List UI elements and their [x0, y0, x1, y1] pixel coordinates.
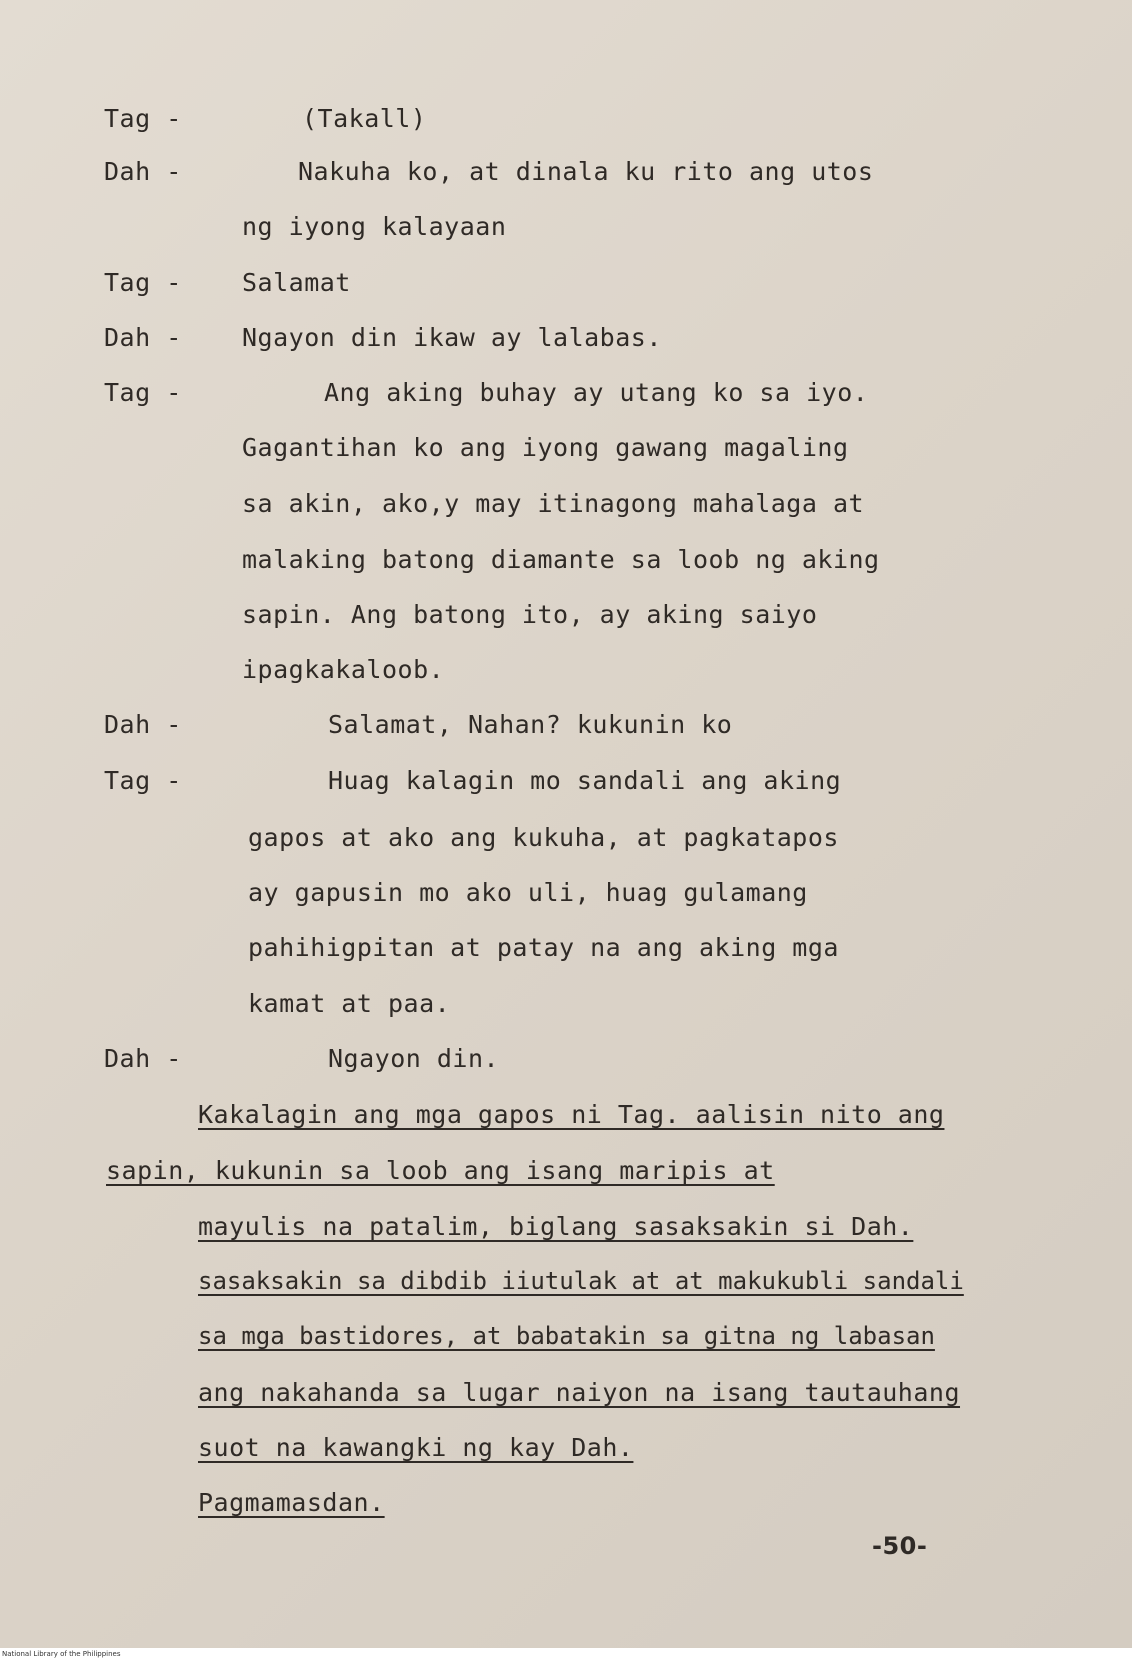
dialogue-line: malaking batong diamante sa loob ng aking [242, 545, 880, 574]
dialogue-line: Huag kalagin mo sandali ang aking [328, 766, 842, 795]
speaker-label: Tag - [104, 104, 182, 133]
dialogue-line: Ngayon din ikaw ay lalabas. [242, 323, 662, 352]
stage-direction: suot na kawangki ng kay Dah. [198, 1433, 634, 1462]
speaker-label: Dah - [104, 1044, 182, 1073]
dialogue-line: ipagkakaloob. [242, 655, 445, 684]
stage-direction: Pagmamasdan. [198, 1488, 385, 1517]
speaker-label: Tag - [104, 378, 182, 407]
dialogue-line: Ang aking buhay ay utang ko sa iyo. [324, 378, 869, 407]
stage-direction: sa mga bastidores, at babatakin sa gitna ng labasan [198, 1322, 935, 1350]
footer-credit: National Library of the Philippines [2, 1650, 121, 1658]
dialogue-line: Nakuha ko, at dinala ku rito ang utos [298, 157, 874, 186]
stage-direction: mayulis na patalim, biglang sasaksakin si Dah. [198, 1212, 914, 1241]
dialogue-line: Ngayon din. [328, 1044, 500, 1073]
dialogue-line: sa akin, ako,y may itinagong mahalaga at [242, 489, 865, 518]
dialogue-line: Salamat, Nahan? kukunin ko [328, 710, 733, 739]
speaker-label: Tag - [104, 766, 182, 795]
stage-direction: sapin, kukunin sa loob ang isang maripis at [106, 1156, 775, 1185]
page-number: -50- [872, 1532, 928, 1560]
dialogue-line: Salamat [242, 268, 351, 297]
stage-direction: Kakalagin ang mga gapos ni Tag. aalisin nito ang [198, 1100, 945, 1129]
dialogue-line: sapin. Ang batong ito, ay aking saiyo [242, 600, 818, 629]
dialogue-line: Gagantihan ko ang iyong gawang magaling [242, 433, 849, 462]
speaker-label: Dah - [104, 157, 182, 186]
dialogue-line: gapos at ako ang kukuha, at pagkatapos [248, 823, 839, 852]
speaker-label: Dah - [104, 323, 182, 352]
stage-direction: ang nakahanda sa lugar naiyon na isang tautauhang [198, 1378, 961, 1407]
dialogue-line: (Takall) [302, 104, 427, 133]
dialogue-line: pahihigpitan at patay na ang aking mga [248, 933, 839, 962]
dialogue-line: ay gapusin mo ako uli, huag gulamang [248, 878, 808, 907]
dialogue-line: kamat at paa. [248, 989, 451, 1018]
stage-direction: sasaksakin sa dibdib iiutulak at at makukubli sandali [198, 1267, 964, 1295]
speaker-label: Dah - [104, 710, 182, 739]
speaker-label: Tag - [104, 268, 182, 297]
dialogue-line: ng iyong kalayaan [242, 212, 507, 241]
